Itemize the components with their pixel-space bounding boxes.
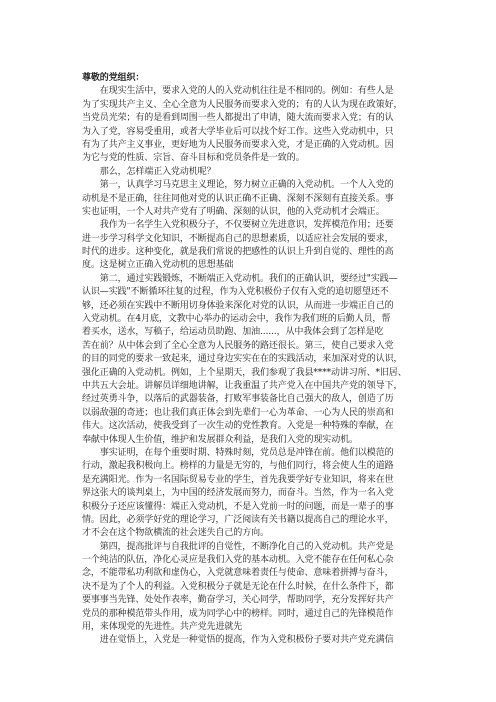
text-line: 度。这是树立正确入党动机的思想基础 [82,260,234,271]
salutation: 尊敬的党组织： [82,73,145,83]
text-line: 党员的那种模范带头作用，成为同学心中的榜样。同时，通过自己的先锋模范作 [82,608,394,619]
text-line: 以弱敌强的奇迹；也让我们真正体会到先辈们一心为革命、一心为人民的崇高和 [82,407,394,418]
text-line: 决不是为了个人的利益。入党积极分子就是无论在什么时候，在什么条件下，都 [82,581,394,592]
text-line: 苦在前？从中体会到了全心全意为人民服务的路还很长。第三，使自己要求入党 [82,340,394,351]
text-line: 奉献中体现人生价值，维护和发展群众利益，是我们入党的现实动机。 [82,434,358,445]
text-line: 第四，提高批评与自我批评的自觉性，不断净化自己的入党动机。共产党是 [82,541,394,552]
text-line: 界这张大的谈判桌上，为中国的经济发展而努力，而奋斗。当然，作为一名入党 [82,488,394,499]
text-line: 积极分子还应该懂得：端正入党动机，不是入党前一时的问题，而是一辈子的事 [82,501,394,512]
text-line: 那么，怎样端正入党动机呢？ [82,166,216,177]
text-line: 念，不能带私功利欲和虚伪心，入党就意味着责任与使命、意味着拼搏与奋斗， [82,568,394,579]
text-line: 要事事当先锋、处处作表率，勤奋学习，关心同学，帮助同学，充分发挥好共产 [82,595,394,606]
text-line: 经过英勇斗争，以落后的武器装备，打败军事装备比自己强大的敌人，创造了历 [82,394,394,405]
text-line: 进在觉悟上，入党是一种觉悟的提高，作为入党积极份子要对共产党充满信 [82,635,394,646]
text-line: 强化正确的入党动机。例如，上个星期天，我们参观了我县****动讲习所、*旧居、 [82,367,407,378]
text-line: 中共五大会址。讲解员详细地讲解，让我重温了共产党入在中国共产党的领导下， [82,380,403,391]
text-line: 的目的同党的要求一致起来，通过身边实实在在的实践活动，来加深对党的认识， [82,354,403,365]
text-line: 够，还必须在实践中不断用切身体验来深化对党的认识，从而进一步端正自己的 [82,300,394,311]
text-line: 事实证明，在每个重要时期、特殊时刻，党员总是冲锋在前。他们以模范的 [82,447,394,458]
text-line: 为入了党，容易受重用，或者大学毕业后可以找个好工作。这些入党动机中，只 [82,126,394,137]
text-line: 我作为一名学生入党积极分子，不仅要树立先进意识，发挥模范作用；还要 [82,220,394,231]
text-line: 认识—实践"不断循环往复的过程，作为入党积极份子仅有入党的追切愿望还不 [82,287,389,298]
text-line: 有为了共产主义事业，更好地为人民服务而要求入党，才是正确的入党动机。因 [82,139,394,150]
text-line: 行动，激起我积极向上。榜样的力量是无穷的，与他们同行，将会使人生的道路 [82,461,394,472]
text-line: 实也证明，一个人对共产党有了明确、深刻的认识，他的入党动机才会端正。 [82,206,385,217]
text-line: 第一，认真学习马克思主义理论，努力树立正确的入党动机。一个人入党的 [82,180,394,191]
text-line: 第二，通过实践锻炼，不断端正入党动机。我们的正确认识，要经过"实践— [82,273,398,284]
text-line: 动机是不是正确，往往同他对党的认识正确不正确、深刻不深刻有直接关系。事 [82,193,394,204]
text-line: 才不会在这个物欲横流的社会迷失自己的方向。 [82,528,269,539]
text-line: 为了实现共产主义、全心全意为人民服务而要求入党的；有的人认为现在政策好， [82,99,403,110]
text-line: 时代的进步。这种变化，就是我们常说的把感性的认识上升到自觉的、理性的高 [82,247,394,258]
text-line: 在现实生活中，要求入党的人的入党动机往往是不相同的。例如：有些人是 [82,86,394,97]
text-line: 情。因此，必须学好党的理论学习，广泛阅读有关书籍以提高自己的理论水平， [82,514,394,525]
text-line: 进一步学习科学文化知识，不断提高自己的思想素质，以适应社会发展的要求， [82,233,394,244]
text-line: 入党动机。在4月底，文教中心举办的运动会中，我作为我们班的后勤人员，帮 [82,314,391,325]
text-line: 伟大。这次活动，使我受到了一次生动的党性教育。入党是一种特殊的奉献，在 [82,421,394,432]
text-line: 当党员光荣；有的是看到周围一些人都提出了申请，随大流而要求入党；有的认 [82,113,394,124]
text-line: 一个纯洁的队伍，净化心灵应是我们入党的基本动机。入党不能存在任何私心杂 [82,555,394,566]
text-line: 为它与党的性质、宗旨、奋斗目标和党员条件是一致的。 [82,153,305,164]
text-line: 是充满阳光。作为一名国际贸易专业的学生，首先我要学好专业知识，将来在世 [82,474,394,485]
text-line: 着买水，送水，写稿子，给运动员助跑、加油......，从中我体会到了怎样是吃 [82,327,384,338]
text-line: 用，来体现党的先进性。共产党先进就先 [82,622,243,633]
document-body [82,72,424,648]
